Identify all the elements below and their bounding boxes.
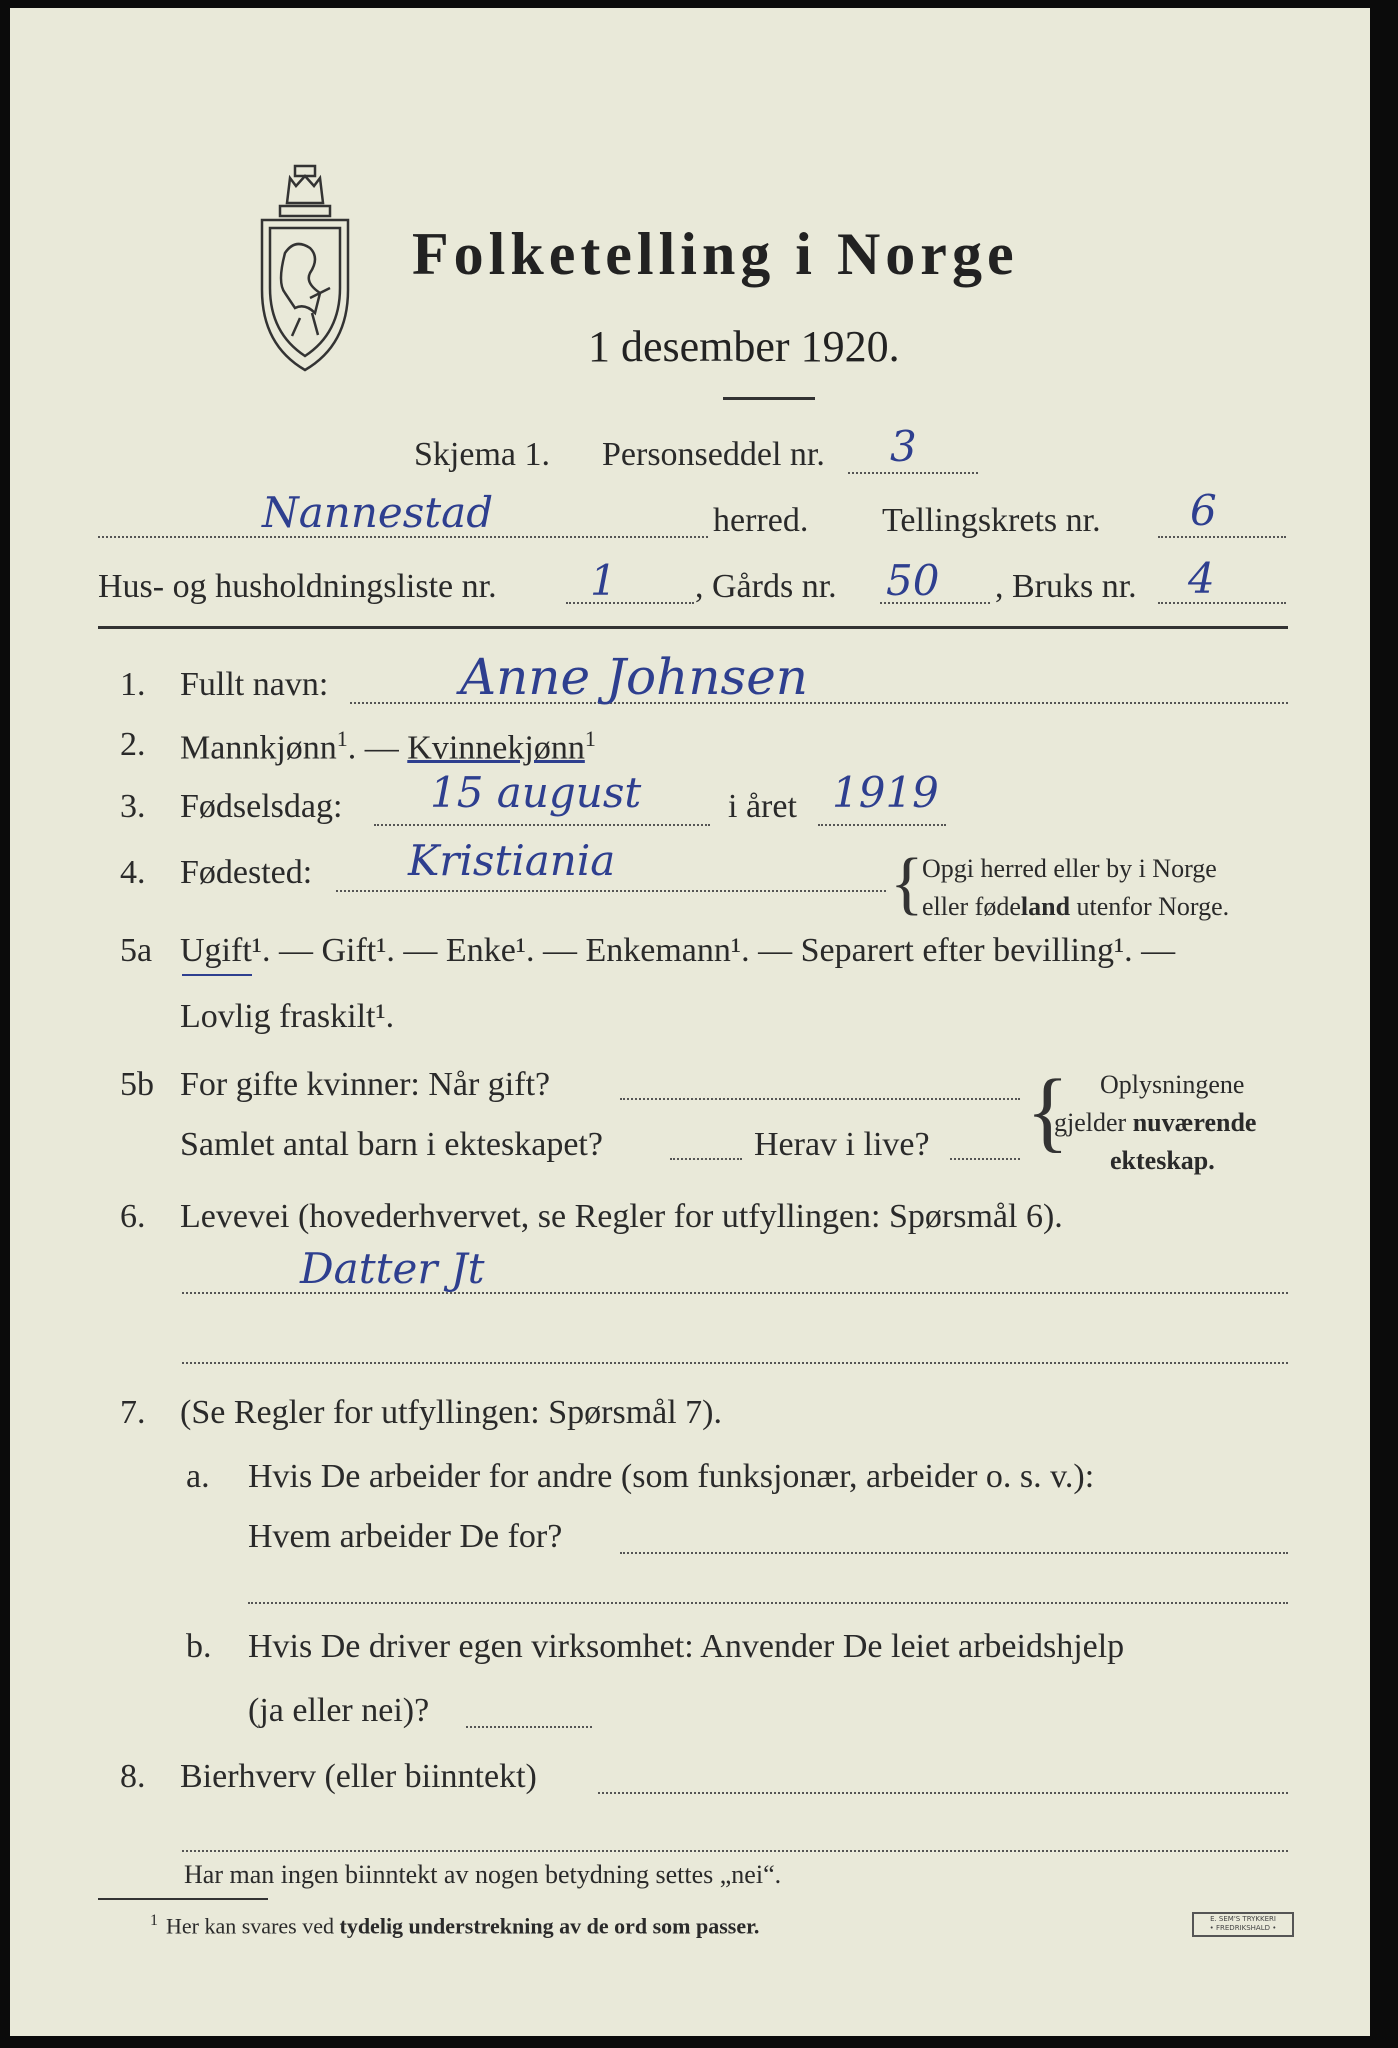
- q2-female: Kvinnekjønn: [407, 729, 585, 767]
- q6-value: Datter Jt: [300, 1244, 485, 1293]
- q3-line: [374, 824, 710, 826]
- q7-number: 7.: [120, 1394, 146, 1431]
- person-value: 3: [890, 422, 917, 471]
- herred-value: Nannestad: [262, 488, 494, 537]
- herred-label: herred.: [713, 502, 809, 539]
- gards-value: 50: [886, 556, 940, 605]
- q5a-line-1: Ugift¹. — Gift¹. — Enke¹. — Enkemann¹. — Separert efter bevilling¹. —: [180, 932, 1176, 969]
- footnote-rule: [98, 1898, 268, 1900]
- krets-value: 6: [1190, 486, 1217, 535]
- q1-number: 1.: [120, 666, 146, 703]
- q7a-line-2: Hvem arbeider De for?: [248, 1518, 563, 1555]
- q3-year-value: 1919: [832, 768, 939, 817]
- liste-value: 1: [590, 556, 617, 605]
- q7b-line-2-dots: [466, 1726, 592, 1728]
- q5a-underline: [182, 974, 252, 976]
- q6-label: Levevei (hovederhvervet, se Regler for utfyllingen: Spørsmål 6).: [180, 1198, 1063, 1235]
- census-form: [10, 8, 1370, 2036]
- person-line: [848, 472, 978, 474]
- footnote: $^1$ Her kan svares ved tydelig understrekning av de ord som passer.: [150, 1912, 760, 1939]
- q8-line-1: [598, 1792, 1288, 1794]
- q8-number: 8.: [120, 1758, 146, 1795]
- title-divider: [723, 397, 815, 400]
- q5a-line-2: Lovlig fraskilt¹.: [180, 998, 395, 1035]
- q6-line-2: [182, 1362, 1288, 1364]
- bruks-value: 4: [1188, 554, 1215, 603]
- q4-note-2: eller fødeland utenfor Norge.: [922, 892, 1230, 921]
- q7a-letter: a.: [186, 1458, 210, 1495]
- q3-value: 15 august: [430, 768, 642, 817]
- q5b-line-2a-dots: [670, 1158, 742, 1160]
- q1-value: Anne Johnsen: [460, 648, 808, 706]
- liste-line: [566, 602, 694, 604]
- krets-label: Tellingskrets nr.: [882, 502, 1101, 539]
- q7-label: (Se Regler for utfyllingen: Spørsmål 7).: [180, 1394, 723, 1431]
- gards-label: , Gårds nr.: [695, 568, 837, 605]
- q5b-brace: {: [1026, 1062, 1070, 1161]
- q3-year-label: i året: [728, 788, 797, 825]
- q5a-number: 5a: [120, 932, 153, 969]
- q7b-line-2: (ja eller nei)?: [248, 1692, 430, 1729]
- printer-stamp: E. SEM'S TRYKKERI • FREDRIKSHALD •: [1192, 1912, 1294, 1937]
- q4-line: [336, 890, 886, 892]
- q8-label: Bierhverv (eller biinntekt): [180, 1758, 537, 1795]
- q5b-note-2: gjelder nuværende: [1054, 1108, 1257, 1137]
- q4-number: 4.: [120, 854, 146, 891]
- bruks-line: [1158, 602, 1286, 604]
- q5b-note-3: ekteskap.: [1110, 1146, 1215, 1175]
- q2-text: Mannkjønn$^1$. — Kvinnekjønn$^1$: [180, 726, 596, 767]
- q5b-line-1: For gifte kvinner: Når gift?: [180, 1066, 551, 1103]
- q5b-number: 5b: [120, 1066, 154, 1103]
- q3-number: 3.: [120, 788, 146, 825]
- q4-note-1: Opgi herred eller by i Norge: [922, 854, 1217, 883]
- q6-number: 6.: [120, 1198, 146, 1235]
- q5b-note-1: Oplysningene: [1100, 1070, 1245, 1099]
- q7a-line-2-dots: [620, 1552, 1288, 1554]
- q1-label: Fullt navn:: [180, 666, 329, 703]
- krets-line: [1158, 536, 1286, 538]
- census-date: 1 desember 1920.: [588, 322, 900, 371]
- liste-label: Hus- og husholdningsliste nr.: [98, 568, 497, 605]
- norwegian-coat-of-arms-icon: [250, 158, 360, 373]
- q8-note: Har man ingen biinntekt av nogen betydning settes „nei“.: [184, 1860, 782, 1889]
- q8-line-2: [182, 1850, 1288, 1852]
- q7a-line-3-dots: [248, 1602, 1288, 1604]
- q5b-line-1-dots: [620, 1098, 1020, 1100]
- q5b-line-2b: Herav i live?: [754, 1126, 930, 1163]
- q7a-line-1: Hvis De arbeider for andre (som funksjonær, arbeider o. s. v.):: [248, 1458, 1095, 1495]
- q4-label: Fødested:: [180, 854, 313, 891]
- header-rule: [98, 626, 1288, 629]
- q7b-line-1: Hvis De driver egen virksomhet: Anvender De leiet arbeidshjelp: [248, 1628, 1125, 1665]
- person-label: Personseddel nr.: [602, 436, 825, 473]
- bruks-label: , Bruks nr.: [995, 568, 1137, 605]
- q3-label: Fødselsdag:: [180, 788, 343, 825]
- q5b-line-2a: Samlet antal barn i ekteskapet?: [180, 1126, 603, 1163]
- q2-male: Mannkjønn: [180, 729, 337, 767]
- q4-value: Kristiania: [408, 836, 616, 885]
- q5b-line-2b-dots: [950, 1158, 1020, 1160]
- form-title: Folketelling i Norge: [412, 221, 1019, 287]
- schema-label: Skjema 1.: [414, 436, 550, 473]
- q7b-letter: b.: [186, 1628, 212, 1665]
- q4-brace: {: [890, 845, 924, 922]
- q3-year-line: [818, 824, 946, 826]
- q2-number: 2.: [120, 726, 146, 763]
